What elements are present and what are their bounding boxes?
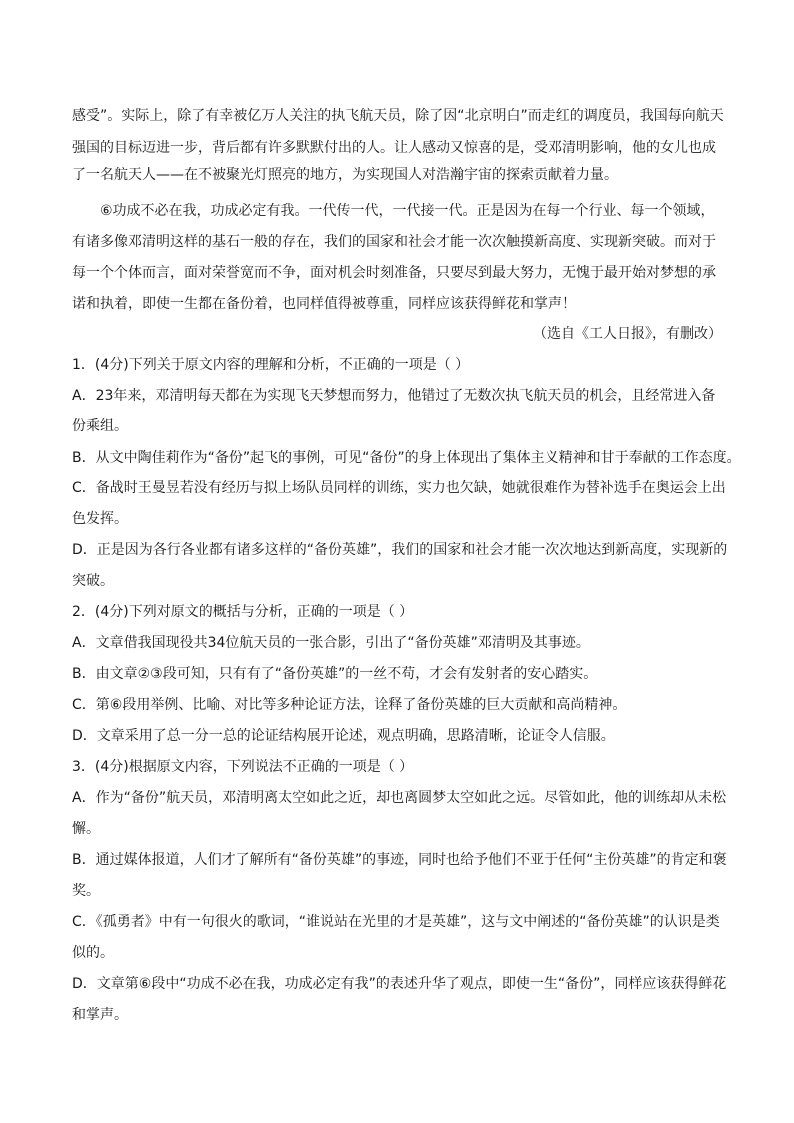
option-line: C．备战时王曼昱若没有经历与拟上场队员同样的训练，实力也欠缺，她就很难作为替补选手在奥运会上出 [72, 480, 726, 496]
source-citation: （选自《工人日报》，有删改） [533, 326, 722, 342]
option-line: 和掌声。 [72, 1007, 128, 1023]
option-line: B．通过媒体报道，人们才了解所有“备份英雄”的事迹，同时也给予他们不亚于任何“主份英雄”的肯定和褒 [72, 852, 727, 868]
passage-line: 感受”。实际上，除了有幸被亿万人关注的执飞航天员，除了因“北京明白”而走红的调度员，我国每向航天 [72, 108, 724, 124]
option-line: C．《孤勇者》中有一句很火的歌词，“谁说站在光里的才是英雄”，这与文中阐述的“备份英雄”的认识是类 [72, 914, 720, 930]
option-line: A．作为“备份”航天员，邓清明离太空如此之近，却也离圆梦太空如此之远。尽管如此，他的训练却从未松 [72, 790, 727, 806]
option-line: 懈。 [72, 821, 100, 837]
question-stem: 1．(4分)下列关于原文内容的理解和分析，不正确的一项是（ ） [72, 357, 470, 373]
option-line: D．正是因为各行各业都有诸多这样的“备份英雄”，我们的国家和社会才能一次次地达到新高度，实现新的 [72, 542, 728, 558]
option-line: 奖。 [72, 883, 100, 899]
option-line: 突破。 [72, 573, 114, 589]
passage-line: ⑥功成不必在我，功成必定有我。一代传一代，一代接一代。正是因为在每一个行业、每一个领域， [100, 203, 715, 219]
option-line: B．由文章②③段可知，只有有了“备份英雄”的一丝不苟，才会有发射者的安心踏实。 [72, 666, 598, 682]
passage-line: 了一名航天人——在不被聚光灯照亮的地方，为实现国人对浩瀚宇宙的探索贡献着力量。 [72, 167, 618, 183]
passage-line: 强国的目标迈进一步，背后都有许多默默付出的人。让人感动又惊喜的是，受邓清明影响，他的女儿也成 [72, 140, 716, 156]
passage-line: 诺和执着，即使一生都在备份着，也同样值得被尊重，同样应该获得鲜花和掌声！ [72, 296, 576, 312]
option-line: D．文章采用了总一分一总的论证结构展开论述，观点明确，思路清晰，论证令人信服。 [72, 728, 615, 744]
option-line: 似的。 [72, 945, 114, 961]
option-line: B．从文中陶佳莉作为“备份”起飞的事例，可见“备份”的身上体现出了集体主义精神和甘于奉献的工作态度。 [72, 450, 741, 466]
option-line: 色发挥。 [72, 511, 128, 527]
option-line: D．文章第⑥段中“功成不必在我，功成必定有我”的表述升华了观点，即使一生“备份”，同样应该获得鲜花 [72, 976, 727, 992]
option-line: A．文章借我国现役共34位航天员的一张合影，引出了“备份英雄”邓清明及其事迹。 [72, 635, 590, 651]
question-stem: 3．(4分)根据原文内容，下列说法不正确的一项是（ ） [72, 759, 414, 775]
option-line: A．23年来，邓清明每天都在为实现飞天梦想而努力，他错过了无数次执飞航天员的机会，且经常进入备 [72, 388, 716, 404]
question-stem: 2．(4分)下列对原文的概括与分析，正确的一项是（ ） [72, 604, 414, 620]
passage-line: 每一个个体而言，面对荣誉宽而不争，面对机会时刻准备，只要尽到最大努力，无愧于最开始对梦想的承 [72, 265, 716, 281]
option-line: C．第⑥段用举例、比喻、对比等多种论证方法，诠释了备份英雄的巨大贡献和高尚精神。 [72, 697, 627, 713]
passage-line: 有诸多像邓清明这样的基石一般的存在，我们的国家和社会才能一次次触摸新高度、实现新突破。而对于 [72, 234, 716, 250]
option-line: 份乘组。 [72, 418, 128, 434]
